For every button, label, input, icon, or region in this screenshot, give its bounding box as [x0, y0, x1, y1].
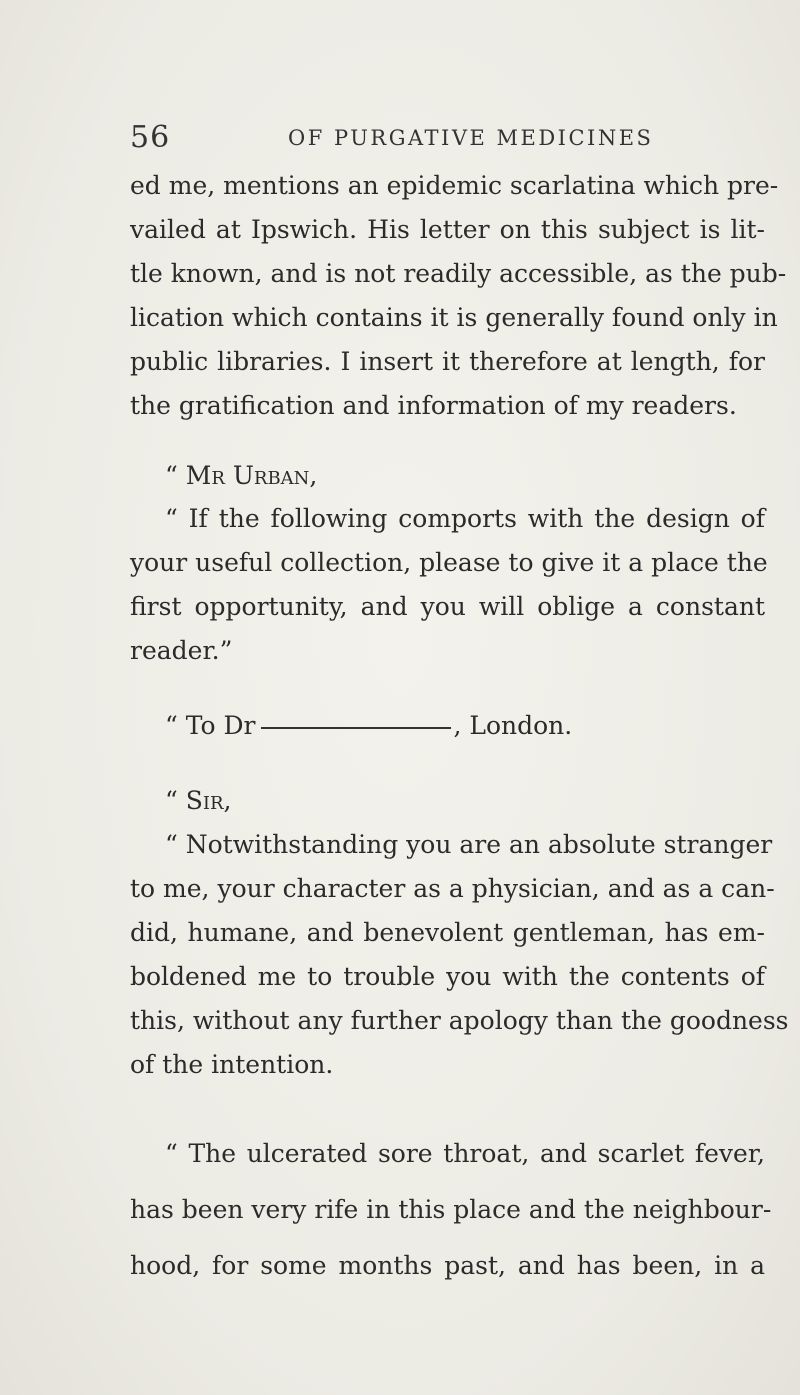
text-line: tle known, and is not readily accessible, as the pub- — [130, 259, 787, 288]
text-line: lication which contains it is generally found only in — [130, 303, 778, 332]
text-line: the gratification and information of my readers. — [130, 391, 737, 420]
page-header — [0, 120, 800, 160]
address-prefix: “ To Dr — [165, 711, 256, 740]
page-number: 56 — [130, 120, 171, 155]
text-line: first opportunity, and you will oblige a constant — [130, 592, 765, 621]
text-line: vailed at Ipswich. His letter on this subject is lit- — [130, 215, 765, 244]
text-line: “ If the following comports with the design of — [165, 504, 765, 533]
text-line: this, without any further apology than the goodness — [130, 1006, 789, 1035]
text-line: ed me, mentions an epidemic scarlatina which pre- — [130, 171, 779, 200]
letter-address — [165, 710, 572, 742]
text-line: to me, your character as a physician, and as a can- — [130, 874, 775, 903]
address-suffix: , London. — [453, 711, 573, 740]
text-line: reader.” — [130, 636, 233, 665]
text-line: did, humane, and benevolent gentleman, has em- — [130, 918, 765, 947]
salutation: “ Sir, — [165, 786, 232, 815]
text-line: “ The ulcerated sore throat, and scarlet fever, — [165, 1139, 765, 1168]
text-line: boldened me to trouble you with the contents of — [130, 962, 765, 991]
text-line: of the intention. — [130, 1050, 334, 1079]
text-line: has been very rife in this place and the neighbour- — [130, 1195, 772, 1224]
text-line: your useful collection, please to give it a place the — [130, 548, 768, 577]
running-head: OF PURGATIVE MEDICINES — [288, 126, 654, 150]
text-line: hood, for some months past, and has been, in a — [130, 1251, 765, 1280]
text-line: public libraries. I insert it therefore at length, for — [130, 347, 765, 376]
text-line: “ Notwithstanding you are an absolute stranger — [165, 830, 773, 859]
name-blank-rule — [261, 727, 451, 729]
salutation: “ Mr Urban, — [165, 461, 318, 490]
